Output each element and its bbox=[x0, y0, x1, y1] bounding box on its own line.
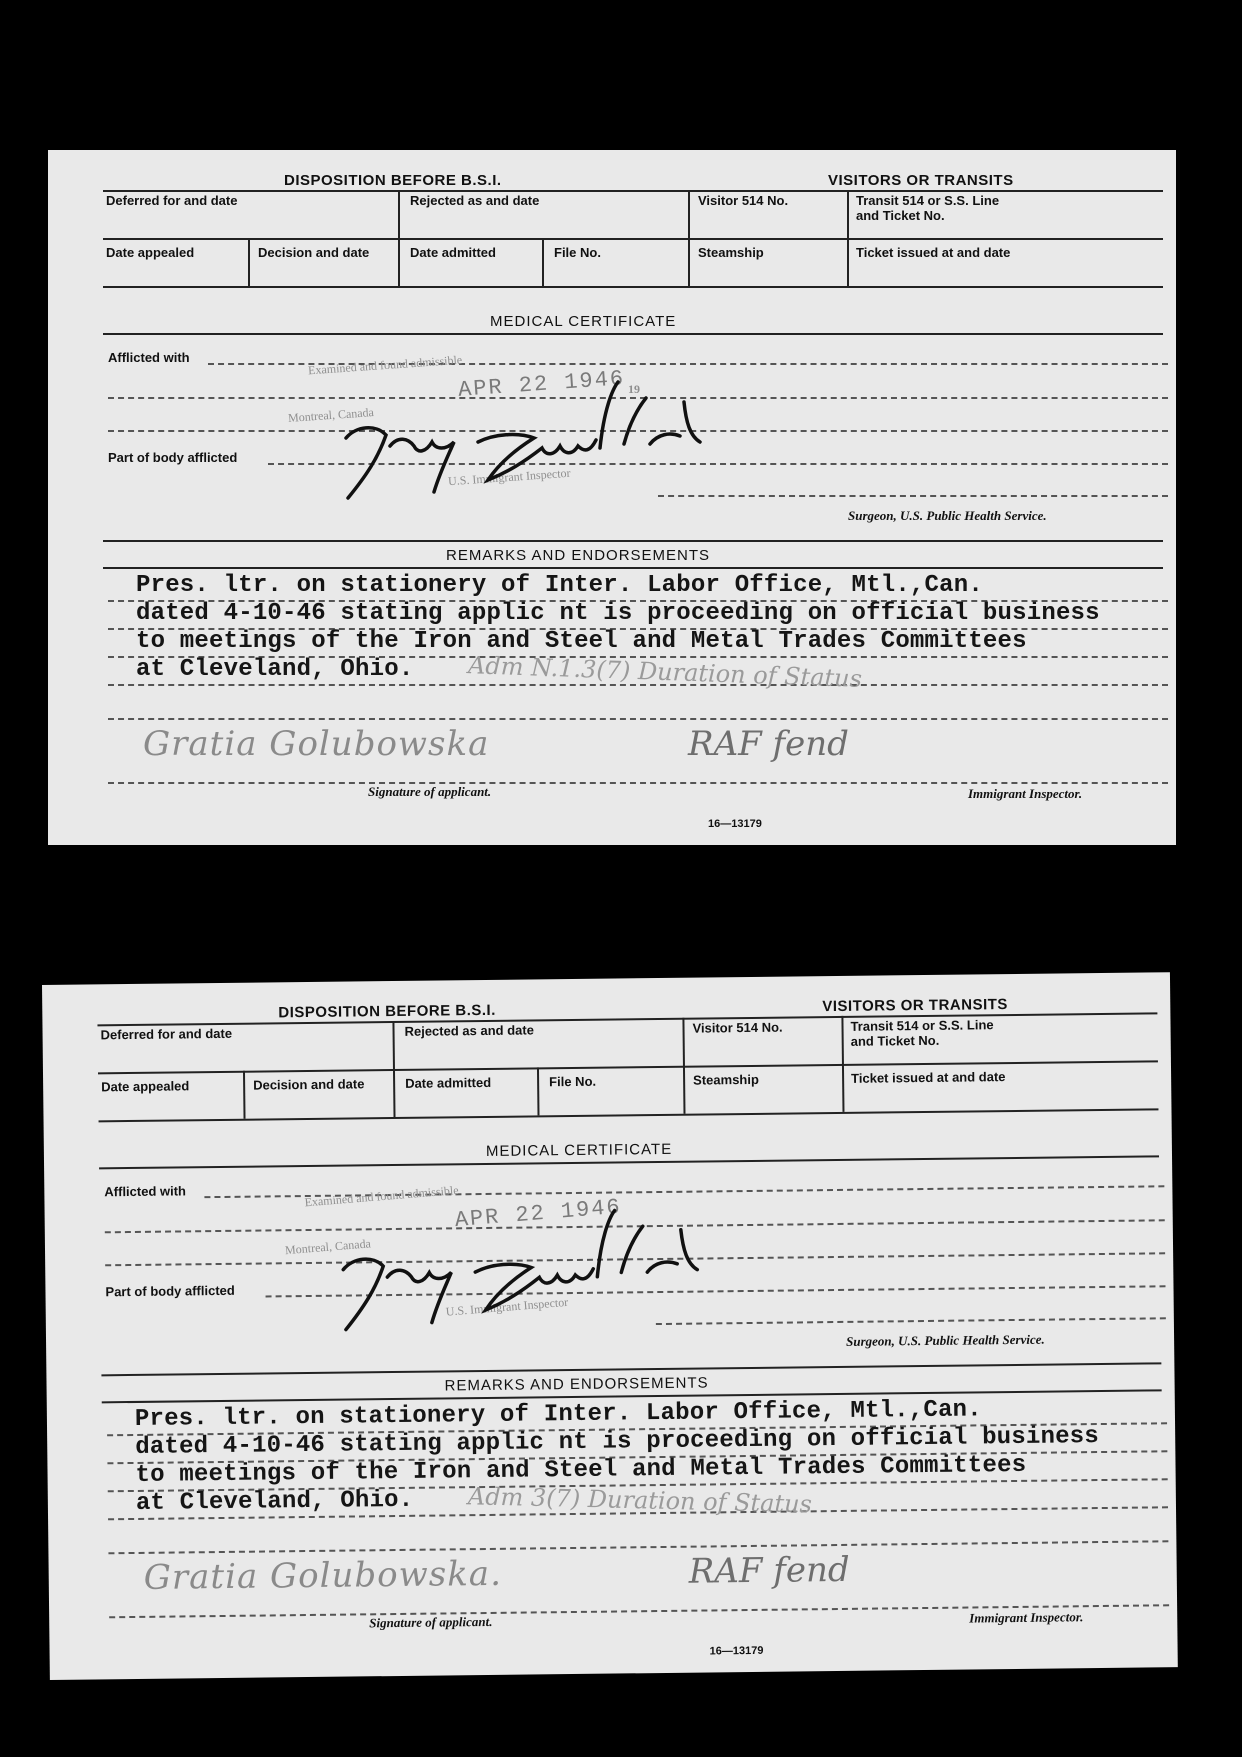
ticket-issued-label: Ticket issued at and date bbox=[851, 1069, 1006, 1086]
remarks-line-4: at Cleveland, Ohio. bbox=[136, 656, 414, 683]
disposition-title: DISPOSITION BEFORE B.S.I. bbox=[284, 172, 502, 189]
immigration-card-2 bbox=[42, 972, 1178, 1680]
decision-label: Decision and date bbox=[253, 1076, 365, 1093]
immigrant-inspector-label: Immigrant Inspector. bbox=[968, 786, 1083, 801]
transit-514-line2: and Ticket No. bbox=[856, 208, 945, 223]
column-divider bbox=[542, 238, 544, 286]
signature-of-applicant-label: Signature of applicant. bbox=[369, 1613, 493, 1631]
signature-of-applicant-label: Signature of applicant. bbox=[368, 784, 492, 799]
medical-title-rule bbox=[103, 333, 1163, 335]
inspector-initials: RAF fend bbox=[688, 1549, 850, 1592]
transit-514-line1: Transit 514 or S.S. Line bbox=[856, 193, 1000, 208]
remarks-line-2: dated 4-10-46 stating applic nt is proceeding on official business bbox=[136, 600, 1100, 627]
visitor-514-label: Visitor 514 No. bbox=[692, 1019, 783, 1036]
handwritten-admission-note: Adm 3(7) Duration of Status bbox=[467, 1482, 813, 1519]
immigration-card-1 bbox=[48, 150, 1176, 845]
date-appealed-label: Date appealed bbox=[101, 1078, 190, 1095]
file-no-label: File No. bbox=[549, 1073, 597, 1090]
transit-514-line2: and Ticket No. bbox=[850, 1032, 940, 1049]
deferred-field-label: Deferred for and date bbox=[100, 1025, 233, 1043]
remarks-line-3: to meetings of the Iron and Steel and Metal Trades Committees bbox=[136, 628, 1027, 655]
medical-certificate-title: MEDICAL CERTIFICATE bbox=[490, 313, 677, 330]
applicant-signature: Gratia Golubowska. bbox=[143, 1553, 503, 1598]
medical-certificate-title: MEDICAL CERTIFICATE bbox=[485, 1140, 673, 1160]
inspector-initials: RAF fend bbox=[688, 724, 849, 764]
deferred-field-label: Deferred for and date bbox=[106, 193, 238, 208]
immigrant-inspector-label: Immigrant Inspector. bbox=[969, 1609, 1084, 1626]
applicant-signature: Gratia Golubowska bbox=[143, 724, 490, 764]
row-divider bbox=[99, 1108, 1159, 1122]
column-divider bbox=[248, 238, 250, 286]
date-admitted-label: Date admitted bbox=[405, 1074, 492, 1091]
part-of-body-label: Part of body afflicted bbox=[108, 450, 238, 465]
part-of-body-label: Part of body afflicted bbox=[105, 1282, 235, 1300]
remarks-top-rule bbox=[103, 540, 1163, 542]
admission-stamp-line1: Examined and found admissible bbox=[307, 352, 463, 378]
admission-stamp-line1: Examined and found admissible bbox=[304, 1182, 460, 1210]
remarks-line-4: at Cleveland, Ohio. bbox=[135, 1486, 414, 1517]
disposition-title: DISPOSITION BEFORE B.S.I. bbox=[278, 1001, 496, 1022]
form-number: 16—13179 bbox=[709, 1644, 764, 1658]
visitor-514-label: Visitor 514 No. bbox=[698, 193, 789, 208]
remarks-line-1: Pres. ltr. on stationery of Inter. Labor Office, Mtl.,Can. bbox=[136, 572, 983, 599]
column-divider bbox=[537, 1067, 540, 1115]
remarks-line-2: dated 4-10-46 stating applic nt is proceeding on official business bbox=[135, 1423, 1100, 1461]
admission-stamp-year: 19 bbox=[628, 382, 640, 396]
ticket-issued-label: Ticket issued at and date bbox=[856, 245, 1011, 260]
form-number: 16—13179 bbox=[708, 818, 762, 830]
remarks-line-1: Pres. ltr. on stationery of Inter. Labor Office, Mtl.,Can. bbox=[134, 1396, 982, 1433]
surgeon-label: Surgeon, U.S. Public Health Service. bbox=[848, 508, 1047, 523]
header-top-rule bbox=[103, 190, 1163, 192]
row-divider bbox=[103, 286, 1163, 288]
transit-514-label bbox=[856, 193, 999, 223]
rejected-field-label: Rejected as and date bbox=[404, 1022, 534, 1039]
admission-stamp-date: APR 22 1946 bbox=[457, 366, 626, 403]
admission-stamp-date: APR 22 1946 bbox=[453, 1194, 623, 1234]
steamship-label: Steamship bbox=[698, 245, 764, 260]
surgeon-label: Surgeon, U.S. Public Health Service. bbox=[846, 1331, 1045, 1349]
visitors-title: VISITORS OR TRANSITS bbox=[822, 996, 1008, 1016]
header-top-rule bbox=[97, 1012, 1157, 1026]
inspector-signature bbox=[328, 380, 768, 510]
dotted-line bbox=[108, 718, 1168, 720]
admission-stamp-inspector: U.S. Immigrant Inspector bbox=[447, 465, 571, 489]
remarks-line-3: to meetings of the Iron and Steel and Metal Trades Committees bbox=[135, 1451, 1027, 1489]
afflicted-with-label: Afflicted with bbox=[104, 1183, 187, 1200]
remarks-top-rule bbox=[101, 1362, 1161, 1376]
dotted-line bbox=[108, 1540, 1168, 1554]
admission-stamp-line2: Montreal, Canada bbox=[287, 405, 375, 425]
row-divider bbox=[103, 238, 1163, 240]
file-no-label: File No. bbox=[554, 245, 601, 260]
admission-stamp-inspector: U.S. Immigrant Inspector bbox=[445, 1294, 569, 1319]
date-admitted-label: Date admitted bbox=[410, 245, 496, 260]
transit-514-label bbox=[850, 1017, 993, 1049]
column-divider bbox=[243, 1071, 246, 1119]
remarks-title: REMARKS AND ENDORSEMENTS bbox=[446, 547, 711, 564]
handwritten-admission-note: Adm N.1.3(7) Duration of Status bbox=[467, 651, 863, 693]
dotted-line bbox=[108, 782, 1168, 784]
decision-label: Decision and date bbox=[258, 245, 370, 260]
inspector-signature bbox=[325, 1207, 766, 1342]
remarks-title: REMARKS AND ENDORSEMENTS bbox=[444, 1374, 709, 1395]
rejected-field-label: Rejected as and date bbox=[410, 193, 540, 208]
transit-514-line1: Transit 514 or S.S. Line bbox=[850, 1017, 994, 1034]
visitors-title: VISITORS OR TRANSITS bbox=[828, 172, 1014, 189]
admission-stamp-line2: Montreal, Canada bbox=[284, 1236, 372, 1258]
steamship-label: Steamship bbox=[693, 1071, 759, 1088]
afflicted-with-label: Afflicted with bbox=[108, 350, 190, 365]
date-appealed-label: Date appealed bbox=[106, 245, 195, 260]
remarks-title-rule bbox=[103, 567, 1163, 569]
